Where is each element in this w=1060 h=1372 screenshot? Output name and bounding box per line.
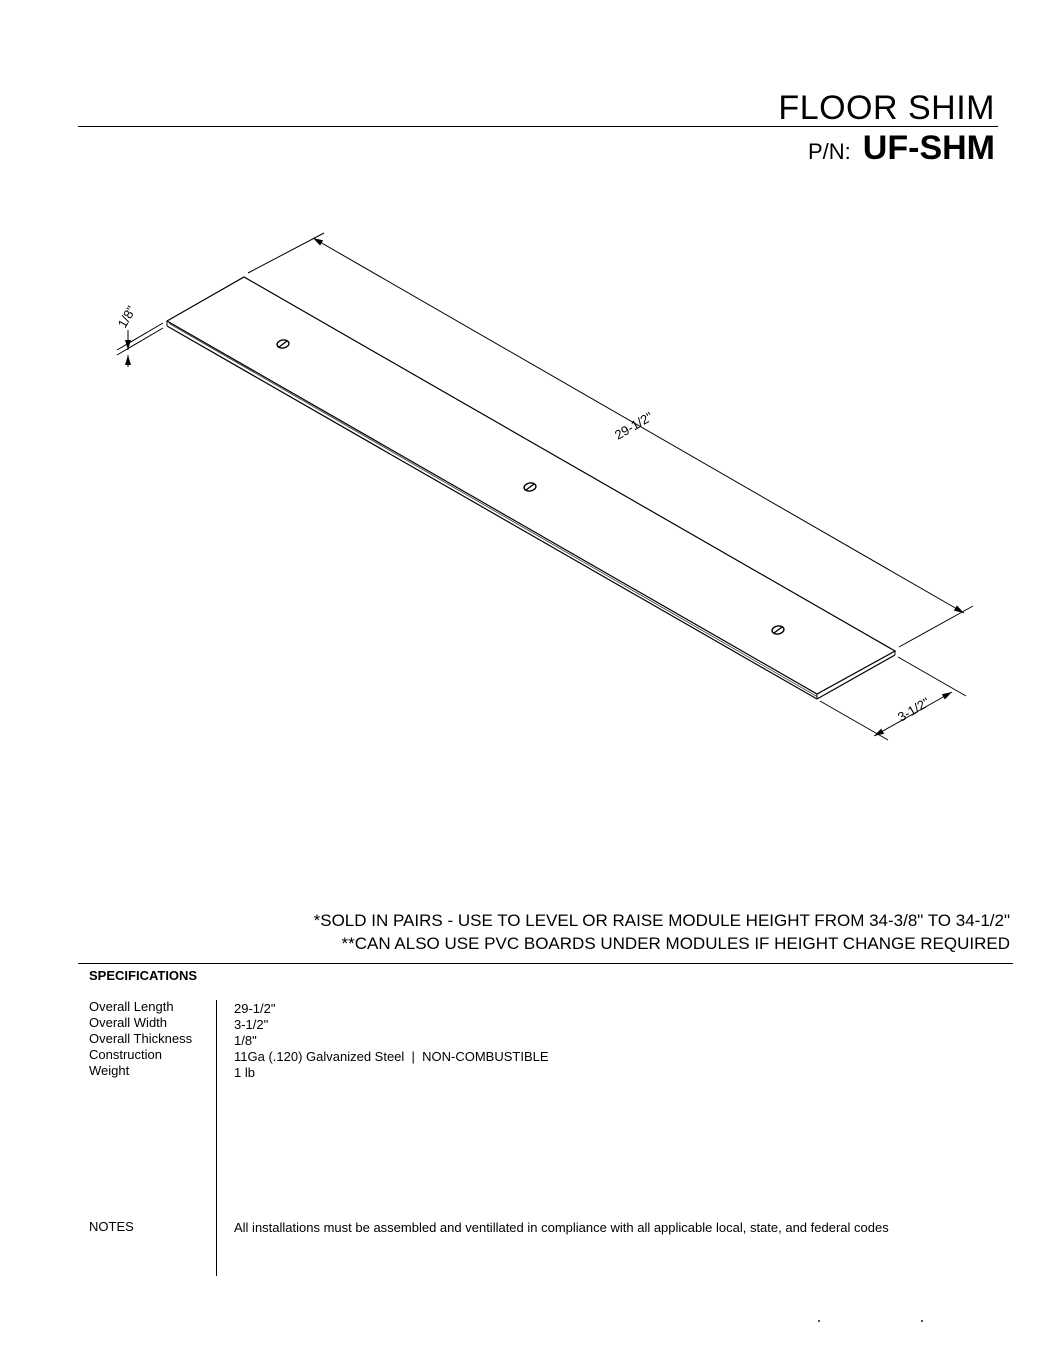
shim-drawing bbox=[0, 200, 1060, 760]
notes-text: All installations must be assembled and ventillated in compliance with all applicable local, state, and federal codes bbox=[234, 1220, 889, 1235]
part-number bbox=[808, 128, 995, 172]
spec-label-length: Overall Length bbox=[89, 999, 174, 1014]
spec-value-thickness: 1/8" bbox=[234, 1033, 257, 1048]
speck bbox=[921, 1320, 923, 1322]
spec-value-construction: 11Ga (.120) Galvanized Steel | NON-COMBUSTIBLE bbox=[234, 1049, 549, 1064]
spec-label-construction: Construction bbox=[89, 1047, 162, 1062]
speck bbox=[818, 1320, 820, 1322]
part-number-value: UF-SHM bbox=[862, 129, 995, 167]
width-dimension-label: 3-1/2" bbox=[895, 694, 933, 725]
spec-value-width: 3-1/2" bbox=[234, 1017, 269, 1032]
spec-labels bbox=[89, 999, 192, 1079]
spec-label-thickness: Overall Thickness bbox=[89, 1031, 193, 1046]
specifications-divider bbox=[78, 963, 1013, 964]
spec-value-length: 29-1/2" bbox=[234, 1001, 276, 1016]
thickness-dimension bbox=[117, 323, 163, 367]
spec-values bbox=[234, 1001, 549, 1081]
spec-value-weight: 1 lb bbox=[234, 1065, 255, 1080]
title-divider bbox=[78, 126, 998, 127]
product-title: FLOOR SHIM bbox=[778, 89, 995, 127]
length-dimension bbox=[248, 233, 973, 647]
column-divider bbox=[216, 1000, 217, 1276]
thickness-dimension-label: 1/8" bbox=[114, 303, 139, 331]
specifications-heading: SPECIFICATIONS bbox=[89, 968, 198, 983]
notes-label: NOTES bbox=[89, 1219, 134, 1234]
pvc-boards-note: **CAN ALSO USE PVC BOARDS UNDER MODULES IF HEIGHT CHANGE REQUIRED bbox=[341, 934, 1010, 953]
spec-label-weight: Weight bbox=[89, 1063, 130, 1078]
spec-label-width: Overall Width bbox=[89, 1015, 168, 1030]
shim-plate bbox=[167, 277, 895, 699]
length-dimension-label: 29-1/2" bbox=[612, 408, 656, 443]
part-number-label: P/N: bbox=[808, 139, 851, 164]
sold-in-pairs-note: *SOLD IN PAIRS - USE TO LEVEL OR RAISE MODULE HEIGHT FROM 34-3/8" TO 34-1/2" bbox=[313, 911, 1010, 930]
